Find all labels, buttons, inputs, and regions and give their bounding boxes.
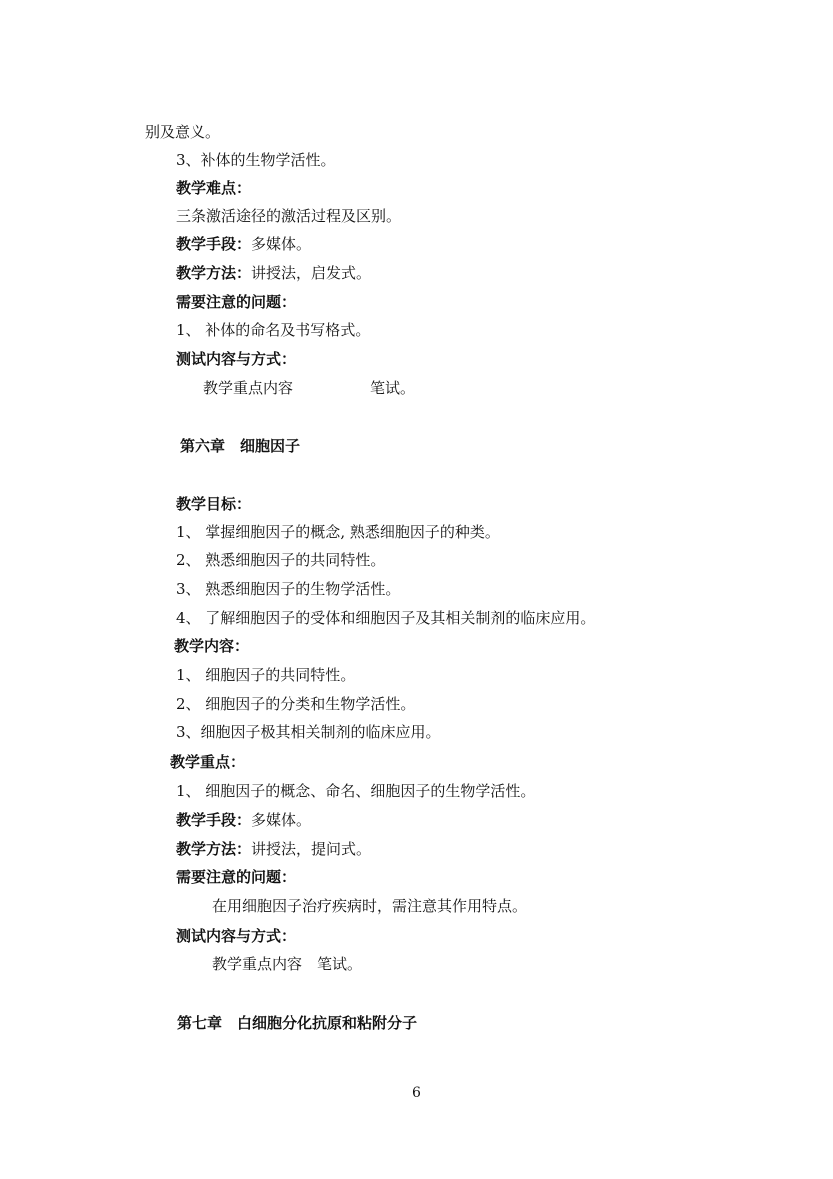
means-value: 多媒体。 [251, 811, 312, 829]
teaching-method-row [176, 263, 371, 283]
teaching-means-row [176, 810, 311, 830]
test-text: 教学重点内容 笔试。 [212, 955, 363, 973]
section-label-method: 教学方法： [176, 840, 252, 858]
teaching-method-row [176, 839, 371, 859]
teaching-means-row [176, 234, 311, 254]
section-label-test: 测试内容与方式： [176, 927, 297, 945]
list-item: 3、细胞因子极其相关制剂的临床应用。 [176, 723, 441, 741]
test-content: 教学重点内容 [203, 379, 294, 397]
section-label-goals: 教学目标： [176, 495, 252, 513]
chapter7-title: 第七章 白细胞分化抗原和粘附分子 [177, 1014, 418, 1032]
section-label-test: 测试内容与方式： [176, 350, 297, 368]
page-number: 6 [412, 1085, 421, 1101]
continued-text: 别及意义。 [145, 123, 221, 141]
section-label-key: 教学重点： [170, 753, 246, 771]
list-item: 4、 了解细胞因子的受体和细胞因子及其相关制剂的临床应用。 [176, 609, 596, 627]
list-item: 2、 熟悉细胞因子的共同特性。 [176, 551, 386, 569]
section-label-attention: 需要注意的问题： [176, 868, 297, 886]
section-label-means: 教学手段： [176, 235, 252, 253]
key-text: 1、 细胞因子的概念、命名、细胞因子的生物学活性。 [176, 782, 536, 800]
section-label-method: 教学方法： [176, 264, 252, 282]
method-value: 讲授法，提问式。 [251, 840, 372, 858]
list-item: 3、 熟悉细胞因子的生物学活性。 [176, 580, 401, 598]
means-value: 多媒体。 [251, 235, 312, 253]
section-label-means: 教学手段： [176, 811, 252, 829]
attention-text: 在用细胞因子治疗疾病时，需注意其作用特点。 [212, 897, 528, 915]
difficulty-text: 三条激活途径的激活过程及区别。 [176, 207, 402, 225]
section-label-content: 教学内容： [174, 637, 250, 655]
method-value: 讲授法，启发式。 [251, 264, 372, 282]
test-method: 笔试。 [370, 379, 416, 397]
chapter6-title: 第六章 细胞因子 [180, 437, 301, 455]
section-label-difficulty: 教学难点： [176, 179, 252, 197]
list-item: 3、补体的生物学活性。 [176, 151, 336, 169]
attention-text: 1、 补体的命名及书写格式。 [176, 321, 371, 339]
list-item: 1、 掌握细胞因子的概念, 熟悉细胞因子的种类。 [176, 523, 500, 541]
section-label-attention: 需要注意的问题： [176, 293, 297, 311]
list-item: 2、 细胞因子的分类和生物学活性。 [176, 695, 416, 713]
list-item: 1、 细胞因子的共同特性。 [176, 666, 356, 684]
